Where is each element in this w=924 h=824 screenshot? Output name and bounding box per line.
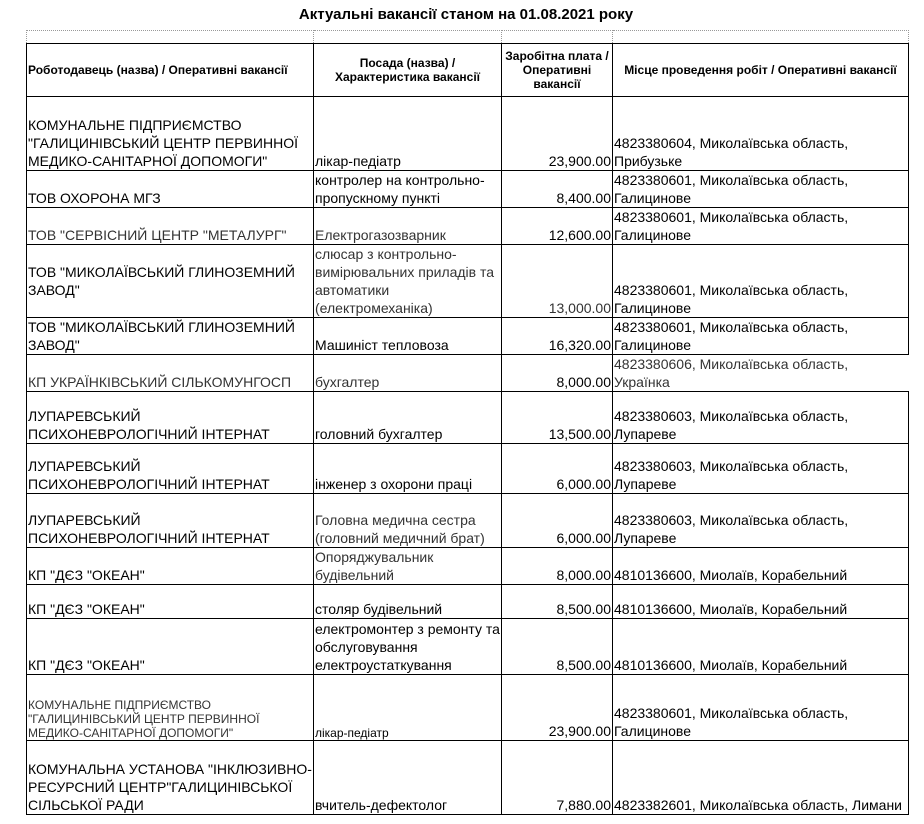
position-cell: Головна медична сестра (головний медичний брат) [314,494,502,548]
position-cell: Машиніст тепловоза [314,318,502,355]
salary-cell: 8,500.00 [502,585,613,619]
location-cell: 4823380601, Миколаївська область, Галицинове [613,171,909,208]
position-cell: лікар-педіатр [314,675,502,741]
salary-cell: 8,000.00 [502,355,613,392]
table-row [27,208,909,245]
table-row [27,392,909,444]
employer-cell: ЛУПАРЕВСЬКИЙ ПСИХОНЕВРОЛОГІЧНИЙ ІНТЕРНАТ [27,444,314,494]
location-cell: 4823380601, Миколаївська область, Галицинове [613,675,909,741]
location-cell: 4823380603, Миколаївська область, Лупареве [613,494,909,548]
location-cell: 4823382601, Миколаївська область, Лимани [613,741,909,815]
table-row [27,444,909,494]
employer-cell: ТОВ "МИКОЛАЇВСЬКИЙ ГЛИНОЗЕМНИЙ ЗАВОД" [27,318,314,355]
document-title: Актуальні вакансії станом на 01.08.2021 року [298,6,634,23]
employer-cell: ЛУПАРЕВСЬКИЙ ПСИХОНЕВРОЛОГІЧНИЙ ІНТЕРНАТ [27,494,314,548]
header-row [27,44,909,97]
location-cell: 4823380604, Миколаївська область, Прибузьке [613,97,909,171]
employer-cell: КП "ДЄЗ "ОКЕАН" [27,585,314,619]
table-row [27,548,909,585]
position-cell: столяр будівельний [314,585,502,619]
salary-cell: 8,000.00 [502,548,613,585]
salary-cell: 6,000.00 [502,444,613,494]
location-cell: 4810136600, Миолаїв, Корабельний [613,548,909,585]
table-row [27,619,909,675]
table-row [27,585,909,619]
employer-cell: ТОВ ОХОРОНА МГЗ [27,171,314,208]
salary-cell: 6,000.00 [502,494,613,548]
employer-cell: ЛУПАРЕВСЬКИЙ ПСИХОНЕВРОЛОГІЧНИЙ ІНТЕРНАТ [27,392,314,444]
location-cell: 4823380606, Миколаївська область, Українка [613,355,909,392]
employer-cell: КП "ДЄЗ "ОКЕАН" [27,619,314,675]
employer-cell: ТОВ "МИКОЛАЇВСЬКИЙ ГЛИНОЗЕМНИЙ ЗАВОД" [27,245,314,318]
table-row [27,318,909,355]
employer-cell: КОМУНАЛЬНЕ ПІДПРИЄМСТВО "ГАЛИЦИНІВСЬКИЙ ЦЕНТР ПЕРВИННОЇ МЕДИКО-САНІТАРНОЇ ДОПОМОГИ" [27,97,314,171]
location-cell: 4823380603, Миколаївська область, Лупареве [613,392,909,444]
salary-cell: 8,500.00 [502,619,613,675]
position-cell: бухгалтер [314,355,502,392]
salary-cell: 12,600.00 [502,208,613,245]
location-cell: 4823380601, Миколаївська область, Галицинове [613,245,909,318]
salary-cell: 23,900.00 [502,97,613,171]
position-cell: Опоряджувальник будівельний [314,548,502,585]
table-row [27,245,909,318]
location-cell: 4810136600, Миолаїв, Корабельний [613,585,909,619]
table-row [27,494,909,548]
header-employer: Роботодавець (назва) / Оперативні вакансії [27,44,314,97]
employer-cell: КОМУНАЛЬНЕ ПІДПРИЄМСТВО "ГАЛИЦИНІВСЬКИЙ ЦЕНТР ПЕРВИННОЇ МЕДИКО-САНІТАРНОЇ ДОПОМОГИ" [27,675,314,741]
table-row [27,741,909,815]
salary-cell: 13,000.00 [502,245,613,318]
spacer-row [27,31,909,44]
location-cell: 4823380601, Миколаївська область, Галицинове [613,318,909,355]
position-cell: інженер з охорони праці [314,444,502,494]
position-cell: слюсар з контрольно-вимірювальних приладів та автоматики (електромеханіка) [314,245,502,318]
location-cell: 4823380603, Миколаївська область, Лупареве [613,444,909,494]
vacancies-table [26,30,909,815]
salary-cell: 16,320.00 [502,318,613,355]
salary-cell: 8,400.00 [502,171,613,208]
table-row [27,97,909,171]
employer-cell: КОМУНАЛЬНА УСТАНОВА "ІНКЛЮЗИВНО-РЕСУРСНИЙ ЦЕНТР"ГАЛИЦИНІВСЬКОЇ СІЛЬСЬКОЇ РАДИ [27,741,314,815]
table-row [27,675,909,741]
position-cell: лікар-педіатр [314,97,502,171]
position-cell: Електрогазозварник [314,208,502,245]
header-salary: Заробітна плата / Оперативні вакансії [502,44,613,97]
salary-cell: 7,880.00 [502,741,613,815]
location-cell: 4810136600, Миолаїв, Корабельний [613,619,909,675]
header-location: Місце проведення робіт / Оперативні вакансії [613,44,909,97]
position-cell: вчитель-дефектолог [314,741,502,815]
employer-cell: КП "ДЄЗ "ОКЕАН" [27,548,314,585]
position-cell: головний бухгалтер [314,392,502,444]
salary-cell: 13,500.00 [502,392,613,444]
employer-cell: КП УКРАЇНКІВСЬКИЙ СІЛЬКОМУНГОСП [27,355,314,392]
position-cell: електромонтер з ремонту та обслуговування електроустаткування [314,619,502,675]
table-row [27,355,909,392]
position-cell: контролер на контрольно-пропускному пункті [314,171,502,208]
header-position: Посада (назва) / Характеристика вакансії [314,44,502,97]
employer-cell: ТОВ "СЕРВІСНИЙ ЦЕНТР "МЕТАЛУРГ" [27,208,314,245]
salary-cell: 23,900.00 [502,675,613,741]
table-row [27,171,909,208]
location-cell: 4823380601, Миколаївська область, Галицинове [613,208,909,245]
